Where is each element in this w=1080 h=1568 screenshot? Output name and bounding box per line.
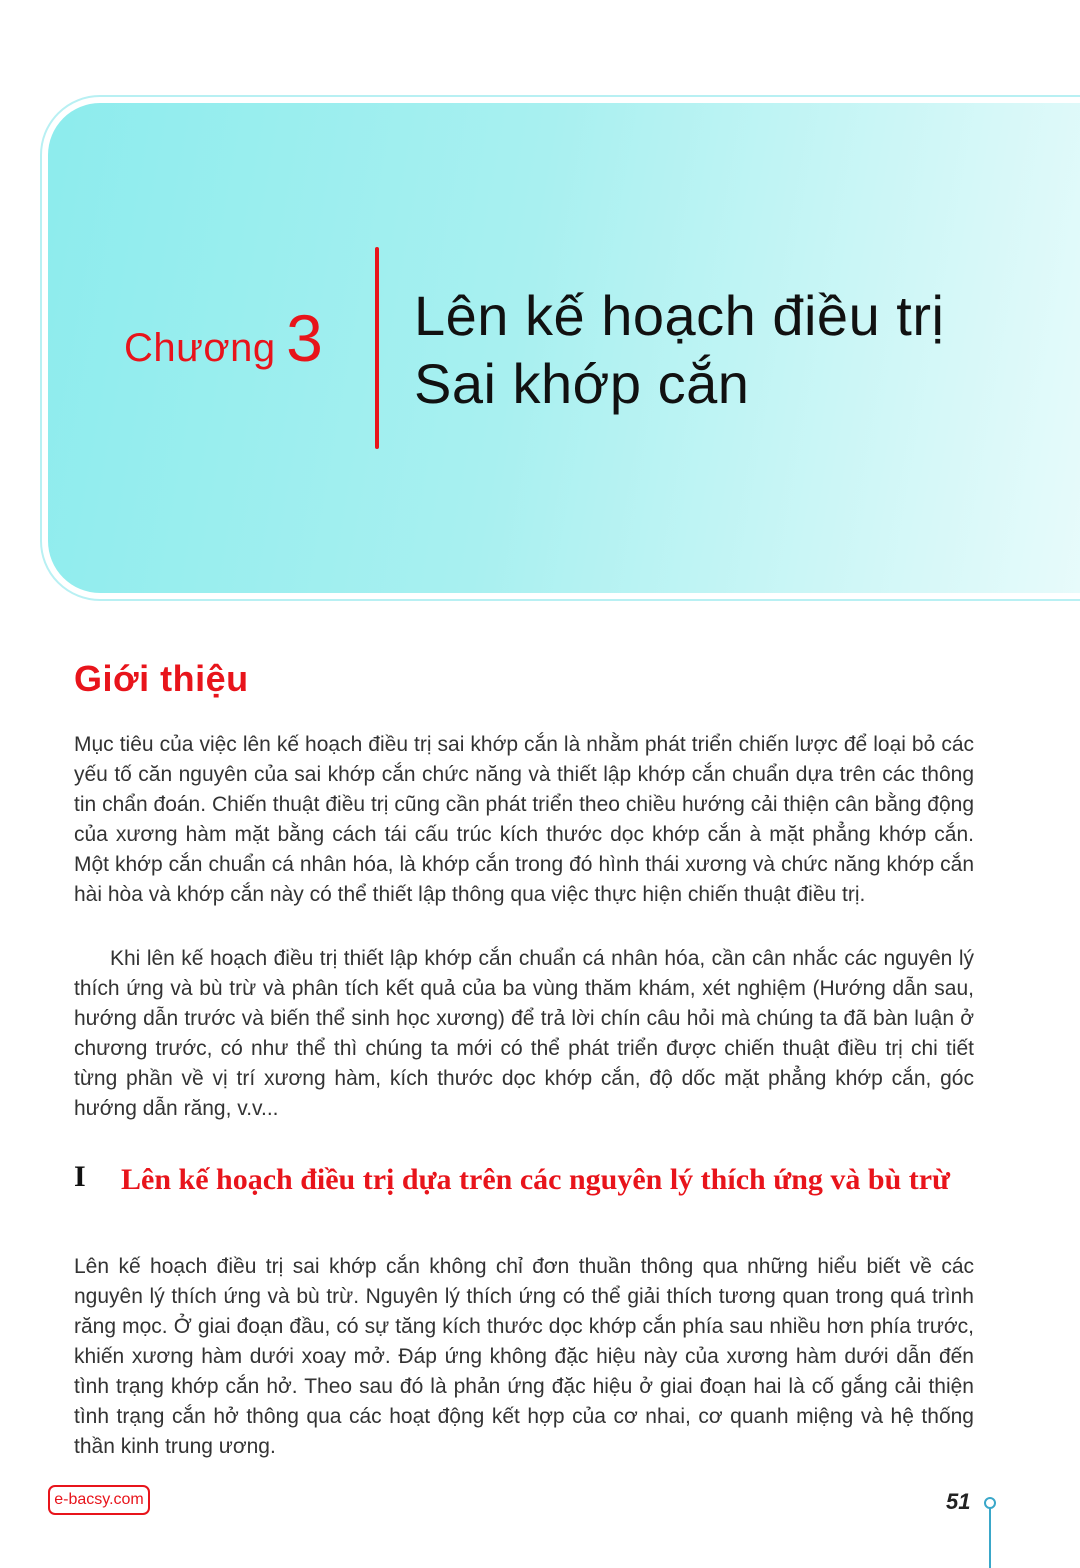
- chapter-word: Chương: [124, 326, 276, 370]
- page-number: 51: [946, 1489, 971, 1514]
- intro-paragraph-1: Mục tiêu của việc lên kế hoạch điều trị sai khớp cắn là nhằm phát triển chiến lược để loại bỏ các yếu tố căn nguyên của sai khớp cắn chức năng và thiết lập khớp cắn chuẩn dựa trên các thông tin chẩn đoán. Chiến thuật điều trị cũng cần phát triển theo chiều hướng cải thiện cân bằng động của xương hàm mặt bằng cách tái cấu trúc kích thước dọc khớp cắn à mặt phẳng khớp cắn. Một khớp cắn chuẩn cá nhân hóa, là khớp cắn trong đó hình thái xương và chức năng khớp cắn hài hòa và khớp cắn này có thể thiết lập thông qua việc thực hiện chiến thuật điều trị.: [74, 733, 974, 906]
- site-badge[interactable]: e-bacsy.com: [48, 1485, 150, 1515]
- section-title: Lên kế hoạch điều trị dựa trên các nguyên lý thích ứng và bù trừ: [121, 1163, 951, 1196]
- intro-heading: Giới thiệu: [74, 658, 249, 699]
- intro-paragraph-2: Khi lên kế hoạch điều trị thiết lập khớp cắn chuẩn cá nhân hóa, cần cân nhắc các nguyên lý thích ứng và bù trừ và phân tích kết quả của ba vùng thăm khám, xét nghiệm (Hướng dẫn sau, hướng dẫn trước và biến thể sinh học xương) để trả lời chín câu hỏi mà chúng ta đã bàn luận ở chương trước, có như thể thì chúng ta mới có thể phát triển được chiến thuật điều trị chi tiết từng phần về vị trí xương hàm, kích thước dọc khớp cắn, độ dốc mặt phẳng khớp cắn, góc hướng dẫn răng, v.v...: [74, 947, 974, 1120]
- chapter-title: Lên kế hoạch điều trị Sai khớp cắn: [414, 284, 945, 415]
- page-marker-icon: [980, 1494, 1000, 1568]
- chapter-label: [124, 300, 323, 376]
- section-paragraph: Lên kế hoạch điều trị sai khớp cắn không chỉ đơn thuần thông qua những hiểu biết về các nguyên lý thích ứng và bù trừ. Nguyên lý thích ứng có thể giải thích tương quan trong quá trình răng mọc. Ở giai đoạn đầu, có sự tăng kích thước dọc khớp cắn phía sau nhiều hơn phía trước, khiến xương hàm dưới xoay mở. Đáp ứng không đặc hiệu này của xương hàm dưới dẫn đến tình trạng khớp cắn hở. Theo sau đó là phản ứng đặc hiệu ở giai đoạn hai là cố gắng cải thiện tình trạng cắn hở thông qua các hoạt động kết hợp của cơ nhai, cơ quanh miệng và hệ thống thần kinh trung ương.: [74, 1255, 974, 1458]
- section-number: I: [74, 1160, 86, 1193]
- chapter-number: 3: [286, 301, 323, 375]
- chapter-divider: [375, 247, 379, 449]
